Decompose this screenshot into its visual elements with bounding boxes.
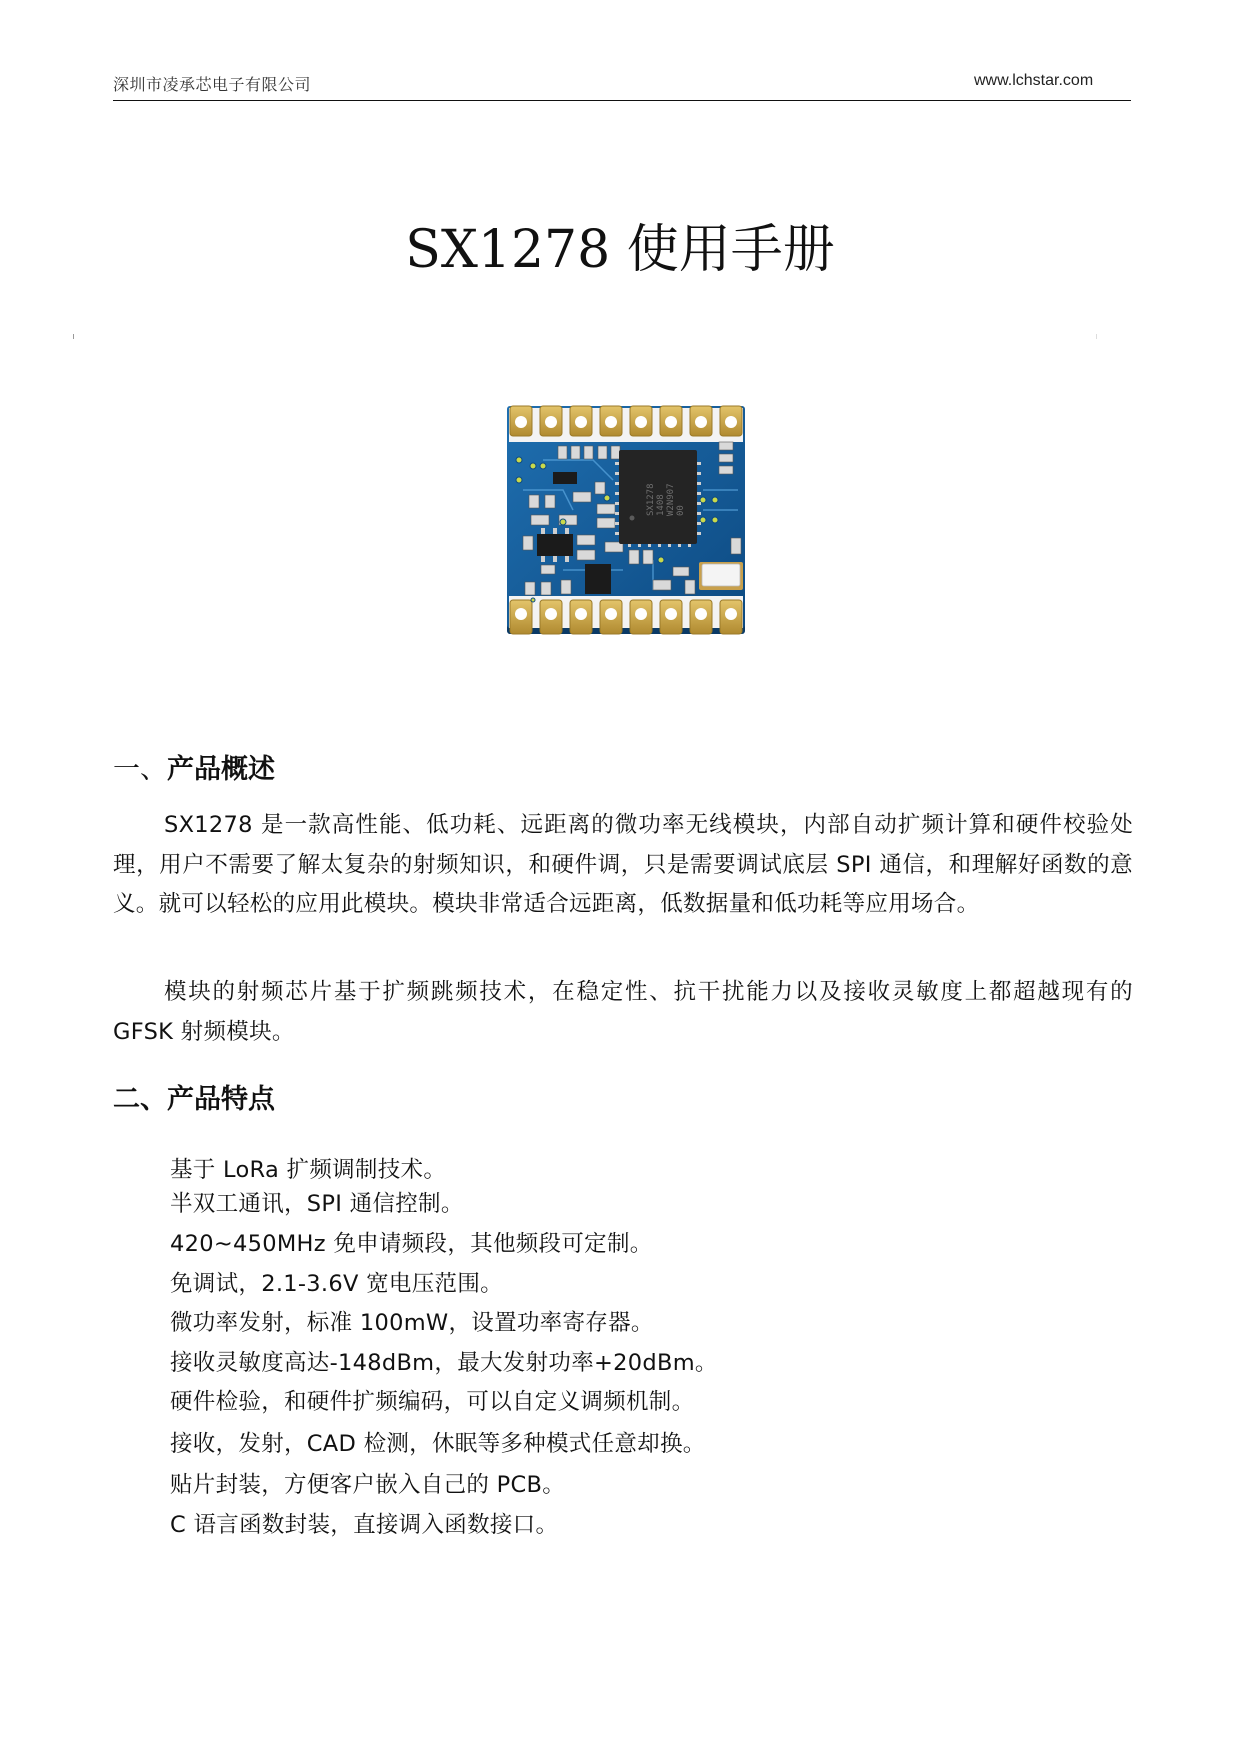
feature-item: 微功率发射，标准 100mW，设置功率寄存器。 (170, 1310, 654, 1336)
overview-paragraph-2: 模块的射频芯片基于扩频跳频技术，在稳定性、抗干扰能力以及接收灵敏度上都超越现有的 GFSK 射频模块。 (113, 979, 1133, 1045)
feature-item: 420~450MHz 免申请频段，其他频段可定制。 (170, 1231, 653, 1257)
svg-text:00: 00 (676, 505, 686, 516)
section-title: 产品特点 (167, 1084, 275, 1115)
page-edge-mark-left (73, 334, 74, 339)
sx1278-chip (615, 450, 701, 547)
header-website: www.lchstar.com (974, 72, 1094, 89)
feature-item: 接收，发射，CAD 检测，休眠等多种模式任意却换。 (170, 1431, 706, 1457)
feature-item: C 语言函数封装，直接调入函数接口。 (170, 1512, 559, 1538)
section-title: 产品概述 (167, 754, 275, 785)
section-number: 一、 (113, 754, 167, 785)
svg-text:1408: 1408 (656, 494, 666, 516)
feature-item: 贴片封装，方便客户嵌入自己的 PCB。 (170, 1472, 566, 1498)
overview-paragraph-1: SX1278 是一款高性能、低功耗、远距离的微功率无线模块，内部自动扩频计算和硬件校验处理，用户不需要了解太复杂的射频知识，和硬件调，只是需要调试底层 SPI 通信，和理解好函数的意义。就可以轻松的应用此模块。模块非常适合远距离，低数据量和低功耗等应用场合。 (113, 812, 1133, 917)
section-number: 二、 (113, 1084, 167, 1115)
module-photo (503, 400, 749, 638)
svg-text:W2N907: W2N907 (666, 483, 676, 516)
feature-item: 硬件检验，和硬件扩频编码，可以自定义调频机制。 (170, 1389, 695, 1415)
section-heading-features (113, 1082, 275, 1118)
section-heading-overview (113, 752, 275, 788)
page-edge-mark-right (1096, 334, 1097, 339)
document-title: SX1278 使用手册 (405, 219, 835, 280)
svg-text:SX1278: SX1278 (646, 483, 656, 516)
feature-item: 接收灵敏度高达-148dBm，最大发射功率+20dBm。 (170, 1350, 718, 1376)
feature-item: 半双工通讯，SPI 通信控制。 (170, 1191, 464, 1217)
feature-item: 免调试，2.1-3.6V 宽电压范围。 (170, 1271, 503, 1297)
header-company-name: 深圳市凌承芯电子有限公司 (113, 75, 312, 94)
header-divider (113, 100, 1131, 101)
feature-item: 基于 LoRa 扩频调制技术。 (170, 1157, 447, 1183)
